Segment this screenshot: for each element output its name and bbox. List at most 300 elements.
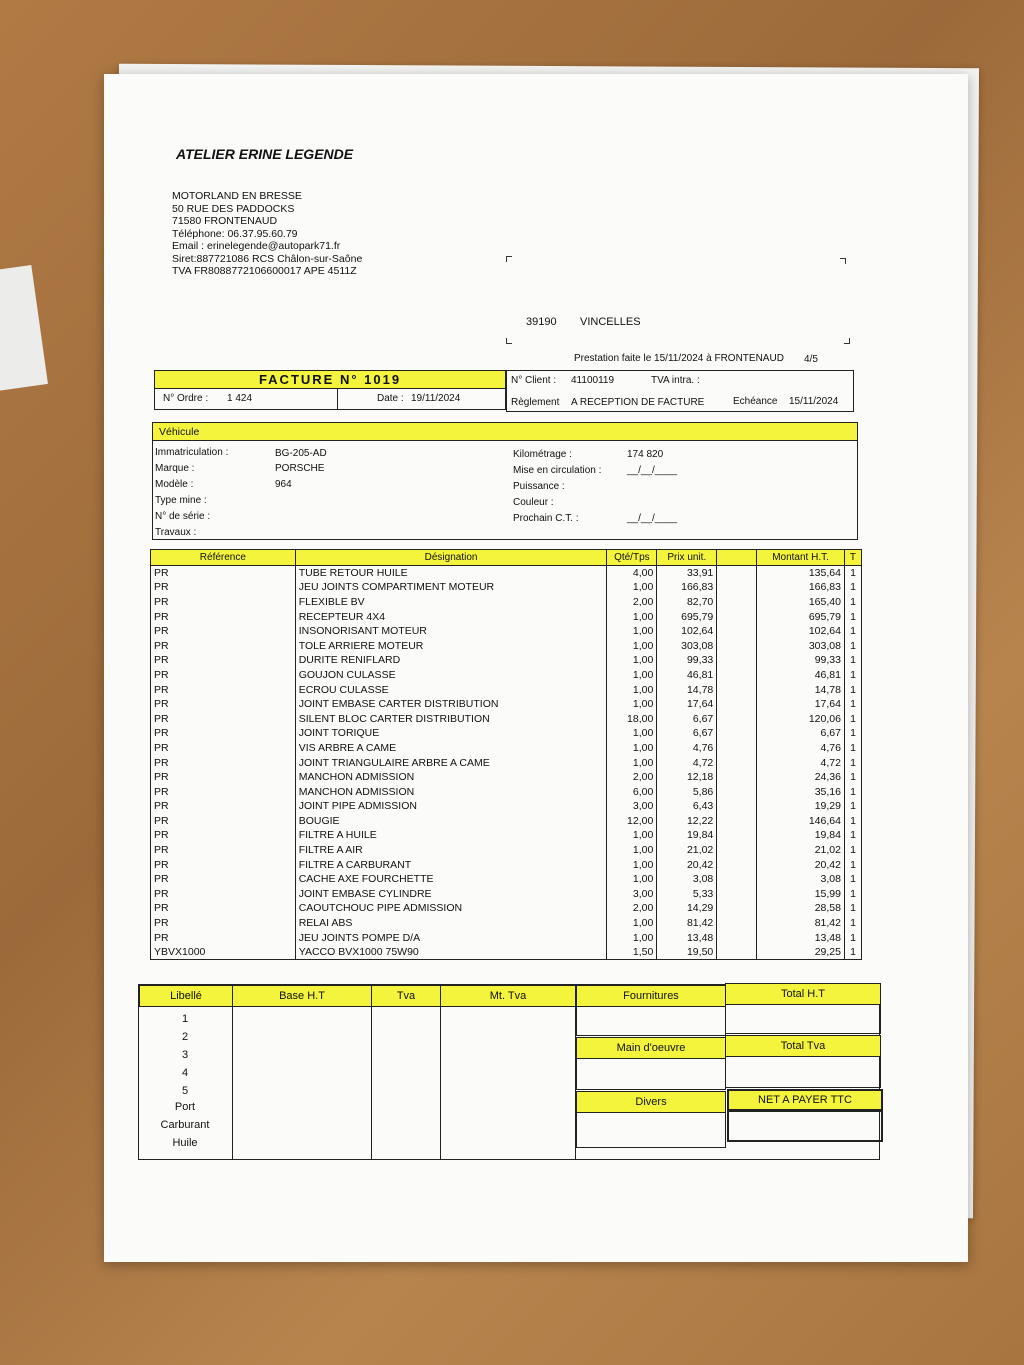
item-reference: PR (151, 784, 296, 799)
address-line: 50 RUE DES PADDOCKS (172, 202, 295, 215)
item-amount: 695,79 (757, 609, 845, 624)
invoice-page (104, 74, 968, 1262)
libelle-row: 1 (181, 1013, 189, 1025)
item-tax-code: 1 (844, 872, 861, 887)
item-unit-price: 4,76 (657, 741, 717, 756)
item-quantity: 1,00 (607, 755, 657, 770)
item-blank (717, 843, 757, 858)
divers-value (576, 1112, 726, 1148)
item-blank (717, 770, 757, 785)
item-tax-code: 1 (844, 624, 861, 639)
item-tax-code: 1 (844, 770, 861, 785)
item-tax-code: 1 (844, 945, 861, 960)
window-corner (840, 258, 846, 264)
item-amount: 120,06 (757, 711, 845, 726)
item-blank (717, 887, 757, 902)
reglement-label: Règlement (511, 397, 560, 408)
item-quantity: 1,00 (607, 916, 657, 931)
item-designation: FILTRE A CARBURANT (295, 857, 607, 872)
table-row (151, 930, 862, 945)
libelle-row: 4 (181, 1067, 189, 1079)
item-reference: PR (151, 872, 296, 887)
table-row (151, 580, 862, 595)
item-reference: PR (151, 814, 296, 829)
item-amount: 17,64 (757, 697, 845, 712)
item-amount: 135,64 (757, 566, 845, 581)
tva-intra-label: TVA intra. : (651, 375, 700, 386)
item-blank (717, 595, 757, 610)
item-quantity: 1,00 (607, 653, 657, 668)
libelle-row: Huile (172, 1137, 198, 1149)
item-blank (717, 653, 757, 668)
item-tax-code: 1 (844, 843, 861, 858)
item-quantity: 12,00 (607, 814, 657, 829)
address-line: 71580 FRONTENAUD (172, 215, 278, 227)
item-designation: JEU JOINTS POMPE D/A (295, 930, 607, 945)
table-row (151, 668, 862, 683)
client-postcode: 39190 (526, 316, 557, 328)
item-designation: SILENT BLOC CARTER DISTRIBUTION (295, 711, 607, 726)
marque-label: Marque : (155, 463, 195, 474)
divers-label: Divers (576, 1091, 726, 1113)
header-designation: Désignation (295, 550, 607, 566)
total-tva-label: Total Tva (725, 1035, 881, 1057)
libelle-row: 3 (181, 1049, 189, 1061)
item-amount: 28,58 (757, 901, 845, 916)
window-corner (506, 256, 512, 262)
item-tax-code: 1 (844, 682, 861, 697)
item-reference: PR (151, 726, 296, 741)
item-unit-price: 6,67 (657, 711, 717, 726)
item-reference: PR (151, 609, 296, 624)
item-tax-code: 1 (844, 741, 861, 756)
item-unit-price: 21,02 (657, 843, 717, 858)
item-tax-code: 1 (844, 609, 861, 624)
client-info-box (506, 370, 854, 412)
item-amount: 35,16 (757, 784, 845, 799)
ordre-value: 1 424 (227, 393, 253, 404)
tva-header: Tva (371, 985, 441, 1007)
table-row (151, 945, 862, 960)
item-unit-price: 19,50 (657, 945, 717, 960)
header-prix-unit: Prix unit. (657, 550, 717, 566)
km-value: 174 820 (627, 449, 664, 460)
item-tax-code: 1 (844, 653, 861, 668)
item-blank (717, 566, 757, 581)
table-row (151, 843, 862, 858)
item-designation: JOINT PIPE ADMISSION (295, 799, 607, 814)
item-designation: FILTRE A HUILE (295, 828, 607, 843)
item-tax-code: 1 (844, 799, 861, 814)
item-tax-code: 1 (844, 901, 861, 916)
email-line: Email : erinelegende@autopark71.fr (172, 240, 341, 252)
item-quantity: 1,00 (607, 726, 657, 741)
reglement-value: A RECEPTION DE FACTURE (571, 397, 705, 408)
item-quantity: 1,00 (607, 872, 657, 887)
item-tax-code: 1 (844, 857, 861, 872)
item-amount: 13,48 (757, 930, 845, 945)
item-designation: INSONORISANT MOTEUR (295, 624, 607, 639)
item-unit-price: 695,79 (657, 609, 717, 624)
item-amount: 6,67 (757, 726, 845, 741)
item-unit-price: 14,78 (657, 682, 717, 697)
table-row (151, 887, 862, 902)
phone-line: Téléphone: 06.37.95.60.79 (172, 227, 298, 240)
libelle-row: 2 (181, 1031, 189, 1043)
item-unit-price: 6,43 (657, 799, 717, 814)
item-amount: 4,76 (757, 741, 845, 756)
item-quantity: 1,00 (607, 741, 657, 756)
puissance-label: Puissance : (513, 481, 565, 492)
item-designation: VIS ARBRE A CAME (295, 741, 607, 756)
item-designation: ECROU CULASSE (295, 682, 607, 697)
item-blank (717, 638, 757, 653)
table-row (151, 682, 862, 697)
item-quantity: 1,50 (607, 945, 657, 960)
modele-label: Modèle : (155, 479, 194, 490)
client-number-value: 41100119 (571, 375, 615, 386)
item-tax-code: 1 (844, 711, 861, 726)
client-number-label: N° Client : (511, 375, 557, 386)
item-designation: TOLE ARRIERE MOTEUR (295, 638, 607, 653)
table-row (151, 872, 862, 887)
divider (337, 389, 338, 409)
total-ht-value (725, 1004, 881, 1034)
item-unit-price: 3,08 (657, 872, 717, 887)
travaux-label: Travaux : (155, 527, 197, 538)
item-quantity: 2,00 (607, 595, 657, 610)
item-quantity: 1,00 (607, 828, 657, 843)
company-address (172, 190, 362, 278)
fournitures-label: Fournitures (576, 985, 726, 1007)
libelle-row: Port (174, 1101, 196, 1113)
item-quantity: 6,00 (607, 784, 657, 799)
item-blank (717, 668, 757, 683)
table-row (151, 638, 862, 653)
net-a-payer-label: NET A PAYER TTC (727, 1089, 883, 1111)
item-reference: PR (151, 624, 296, 639)
item-blank (717, 741, 757, 756)
item-unit-price: 19,84 (657, 828, 717, 843)
item-amount: 46,81 (757, 668, 845, 683)
item-reference: PR (151, 857, 296, 872)
net-a-payer-value (727, 1110, 883, 1142)
item-amount: 303,08 (757, 638, 845, 653)
item-tax-code: 1 (844, 916, 861, 931)
item-designation: JOINT TORIQUE (295, 726, 607, 741)
item-unit-price: 82,70 (657, 595, 717, 610)
item-amount: 21,02 (757, 843, 845, 858)
modele-value: 964 (275, 479, 292, 490)
item-designation: BOUGIE (295, 814, 607, 829)
ordre-label: N° Ordre : (163, 393, 209, 404)
echeance-label: Echéance (733, 396, 778, 407)
item-reference: PR (151, 755, 296, 770)
item-designation: GOUJON CULASSE (295, 668, 607, 683)
couleur-label: Couleur : (513, 497, 554, 508)
item-reference: PR (151, 887, 296, 902)
item-tax-code: 1 (844, 595, 861, 610)
prestation-line: Prestation faite le 15/11/2024 à FRONTENAUD (574, 353, 784, 364)
item-quantity: 2,00 (607, 770, 657, 785)
item-unit-price: 303,08 (657, 638, 717, 653)
header-montant: Montant H.T. (757, 550, 845, 566)
item-designation: YACCO BVX1000 75W90 (295, 945, 607, 960)
item-unit-price: 99,33 (657, 653, 717, 668)
item-blank (717, 857, 757, 872)
item-amount: 165,40 (757, 595, 845, 610)
item-amount: 20,42 (757, 857, 845, 872)
item-quantity: 3,00 (607, 887, 657, 902)
table-row (151, 566, 862, 581)
item-amount: 19,29 (757, 799, 845, 814)
item-reference: PR (151, 711, 296, 726)
item-reference: PR (151, 668, 296, 683)
item-tax-code: 1 (844, 814, 861, 829)
item-amount: 24,36 (757, 770, 845, 785)
item-designation: JEU JOINTS COMPARTIMENT MOTEUR (295, 580, 607, 595)
item-tax-code: 1 (844, 638, 861, 653)
table-row (151, 595, 862, 610)
libelle-row: Carburant (160, 1119, 210, 1131)
item-quantity: 1,00 (607, 580, 657, 595)
item-quantity: 1,00 (607, 668, 657, 683)
item-designation: JOINT EMBASE CYLINDRE (295, 887, 607, 902)
item-blank (717, 726, 757, 741)
total-ht-label: Total H.T (725, 983, 881, 1005)
table-row (151, 828, 862, 843)
item-quantity: 2,00 (607, 901, 657, 916)
item-reference: PR (151, 595, 296, 610)
mt-tva-header: Mt. Tva (440, 985, 576, 1007)
table-row (151, 784, 862, 799)
vehicle-box (152, 422, 858, 540)
item-designation: JOINT TRIANGULAIRE ARBRE A CAME (295, 755, 607, 770)
item-designation: TUBE RETOUR HUILE (295, 566, 607, 581)
item-designation: MANCHON ADMISSION (295, 770, 607, 785)
item-blank (717, 609, 757, 624)
item-blank (717, 930, 757, 945)
item-unit-price: 6,67 (657, 726, 717, 741)
item-reference: PR (151, 580, 296, 595)
divider (440, 1007, 441, 1159)
table-row (151, 609, 862, 624)
item-blank (717, 814, 757, 829)
km-label: Kilométrage : (513, 449, 572, 460)
items-header-row (151, 550, 862, 566)
vehicle-section-title: Véhicule (153, 423, 857, 441)
item-tax-code: 1 (844, 668, 861, 683)
tva-line: TVA FR8088772106600017 APE 4511Z (172, 265, 357, 277)
item-designation: MANCHON ADMISSION (295, 784, 607, 799)
header-qte: Qté/Tps (607, 550, 657, 566)
divider (232, 1007, 233, 1159)
item-blank (717, 828, 757, 843)
item-amount: 15,99 (757, 887, 845, 902)
client-city: VINCELLES (580, 316, 641, 328)
main-oeuvre-value (576, 1058, 726, 1090)
item-reference: PR (151, 901, 296, 916)
item-quantity: 1,00 (607, 624, 657, 639)
mec-value: __/__/____ (627, 465, 678, 476)
item-unit-price: 46,81 (657, 668, 717, 683)
item-blank (717, 799, 757, 814)
table-row (151, 624, 862, 639)
total-tva-value (725, 1056, 881, 1088)
item-blank (717, 697, 757, 712)
item-amount: 14,78 (757, 682, 845, 697)
item-reference: PR (151, 828, 296, 843)
item-unit-price: 5,86 (657, 784, 717, 799)
item-unit-price: 102,64 (657, 624, 717, 639)
item-unit-price: 166,83 (657, 580, 717, 595)
table-row (151, 697, 862, 712)
header-reference: Référence (151, 550, 296, 566)
header-t: T (844, 550, 861, 566)
item-quantity: 3,00 (607, 799, 657, 814)
item-amount: 166,83 (757, 580, 845, 595)
table-row (151, 814, 862, 829)
address-line: MOTORLAND EN BRESSE (172, 190, 302, 202)
table-row (151, 711, 862, 726)
item-designation: RECEPTEUR 4X4 (295, 609, 607, 624)
item-unit-price: 12,18 (657, 770, 717, 785)
item-designation: CAOUTCHOUC PIPE ADMISSION (295, 901, 607, 916)
item-blank (717, 916, 757, 931)
siret-line: Siret:887721086 RCS Châlon-sur-Saône (172, 252, 363, 265)
item-blank (717, 682, 757, 697)
item-tax-code: 1 (844, 580, 861, 595)
item-unit-price: 14,29 (657, 901, 717, 916)
table-row (151, 755, 862, 770)
item-blank (717, 901, 757, 916)
date-label: Date : (377, 393, 404, 404)
fournitures-value (576, 1006, 726, 1036)
item-blank (717, 624, 757, 639)
item-unit-price: 81,42 (657, 916, 717, 931)
item-designation: DURITE RENIFLARD (295, 653, 607, 668)
item-amount: 102,64 (757, 624, 845, 639)
item-designation: FILTRE A AIR (295, 843, 607, 858)
item-blank (717, 784, 757, 799)
item-blank (717, 580, 757, 595)
item-tax-code: 1 (844, 784, 861, 799)
item-reference: PR (151, 843, 296, 858)
item-amount: 4,72 (757, 755, 845, 770)
date-value: 19/11/2024 (411, 393, 461, 404)
ct-label: Prochain C.T. : (513, 513, 579, 524)
item-tax-code: 1 (844, 828, 861, 843)
item-reference: PR (151, 916, 296, 931)
table-row (151, 653, 862, 668)
item-amount: 19,84 (757, 828, 845, 843)
header-blank (717, 550, 757, 566)
item-reference: PR (151, 697, 296, 712)
table-row (151, 726, 862, 741)
window-corner (844, 338, 850, 344)
libelle-header: Libellé (139, 985, 233, 1007)
item-tax-code: 1 (844, 755, 861, 770)
item-unit-price: 20,42 (657, 857, 717, 872)
item-reference: PR (151, 799, 296, 814)
typemine-label: Type mine : (155, 495, 207, 506)
libelle-row: 5 (181, 1085, 189, 1097)
item-quantity: 1,00 (607, 682, 657, 697)
item-tax-code: 1 (844, 697, 861, 712)
ct-value: __/__/____ (627, 513, 678, 524)
item-quantity: 1,00 (607, 857, 657, 872)
item-unit-price: 17,64 (657, 697, 717, 712)
immat-label: Immatriculation : (155, 447, 229, 458)
item-reference: PR (151, 638, 296, 653)
item-reference: PR (151, 930, 296, 945)
company-name: ATELIER ERINE LEGENDE (176, 146, 354, 162)
item-reference: PR (151, 770, 296, 785)
item-blank (717, 872, 757, 887)
item-quantity: 4,00 (607, 566, 657, 581)
item-blank (717, 945, 757, 960)
item-amount: 81,42 (757, 916, 845, 931)
invoice-title: FACTURE N° 1019 (155, 371, 505, 389)
table-row (151, 857, 862, 872)
window-corner (506, 338, 512, 344)
item-reference: PR (151, 682, 296, 697)
serie-label: N° de série : (155, 511, 211, 522)
item-amount: 3,08 (757, 872, 845, 887)
divider (371, 1007, 372, 1159)
item-quantity: 1,00 (607, 697, 657, 712)
item-reference: YBVX1000 (151, 945, 296, 960)
totals-box (138, 984, 880, 1160)
items-table (150, 549, 862, 960)
item-tax-code: 1 (844, 566, 861, 581)
item-quantity: 18,00 (607, 711, 657, 726)
marque-value: PORSCHE (275, 463, 325, 474)
item-unit-price: 12,22 (657, 814, 717, 829)
mec-label: Mise en circulation : (513, 465, 602, 476)
item-amount: 146,64 (757, 814, 845, 829)
invoice-header-box (154, 370, 506, 410)
main-oeuvre-label: Main d'oeuvre (576, 1037, 726, 1059)
item-amount: 99,33 (757, 653, 845, 668)
item-designation: FLEXIBLE BV (295, 595, 607, 610)
item-unit-price: 5,33 (657, 887, 717, 902)
item-blank (717, 711, 757, 726)
item-quantity: 1,00 (607, 609, 657, 624)
table-row (151, 799, 862, 814)
item-quantity: 1,00 (607, 638, 657, 653)
item-designation: CACHE AXE FOURCHETTE (295, 872, 607, 887)
base-ht-header: Base H.T (232, 985, 372, 1007)
item-quantity: 1,00 (607, 843, 657, 858)
item-tax-code: 1 (844, 726, 861, 741)
item-quantity: 1,00 (607, 930, 657, 945)
item-unit-price: 4,72 (657, 755, 717, 770)
item-designation: JOINT EMBASE CARTER DISTRIBUTION (295, 697, 607, 712)
item-unit-price: 13,48 (657, 930, 717, 945)
table-row (151, 901, 862, 916)
item-unit-price: 33,91 (657, 566, 717, 581)
table-row (151, 916, 862, 931)
item-amount: 29,25 (757, 945, 845, 960)
item-reference: PR (151, 653, 296, 668)
immat-value: BG-205-AD (275, 448, 327, 459)
item-designation: RELAI ABS (295, 916, 607, 931)
item-reference: PR (151, 741, 296, 756)
item-reference: PR (151, 566, 296, 581)
table-row (151, 770, 862, 785)
item-blank (717, 755, 757, 770)
